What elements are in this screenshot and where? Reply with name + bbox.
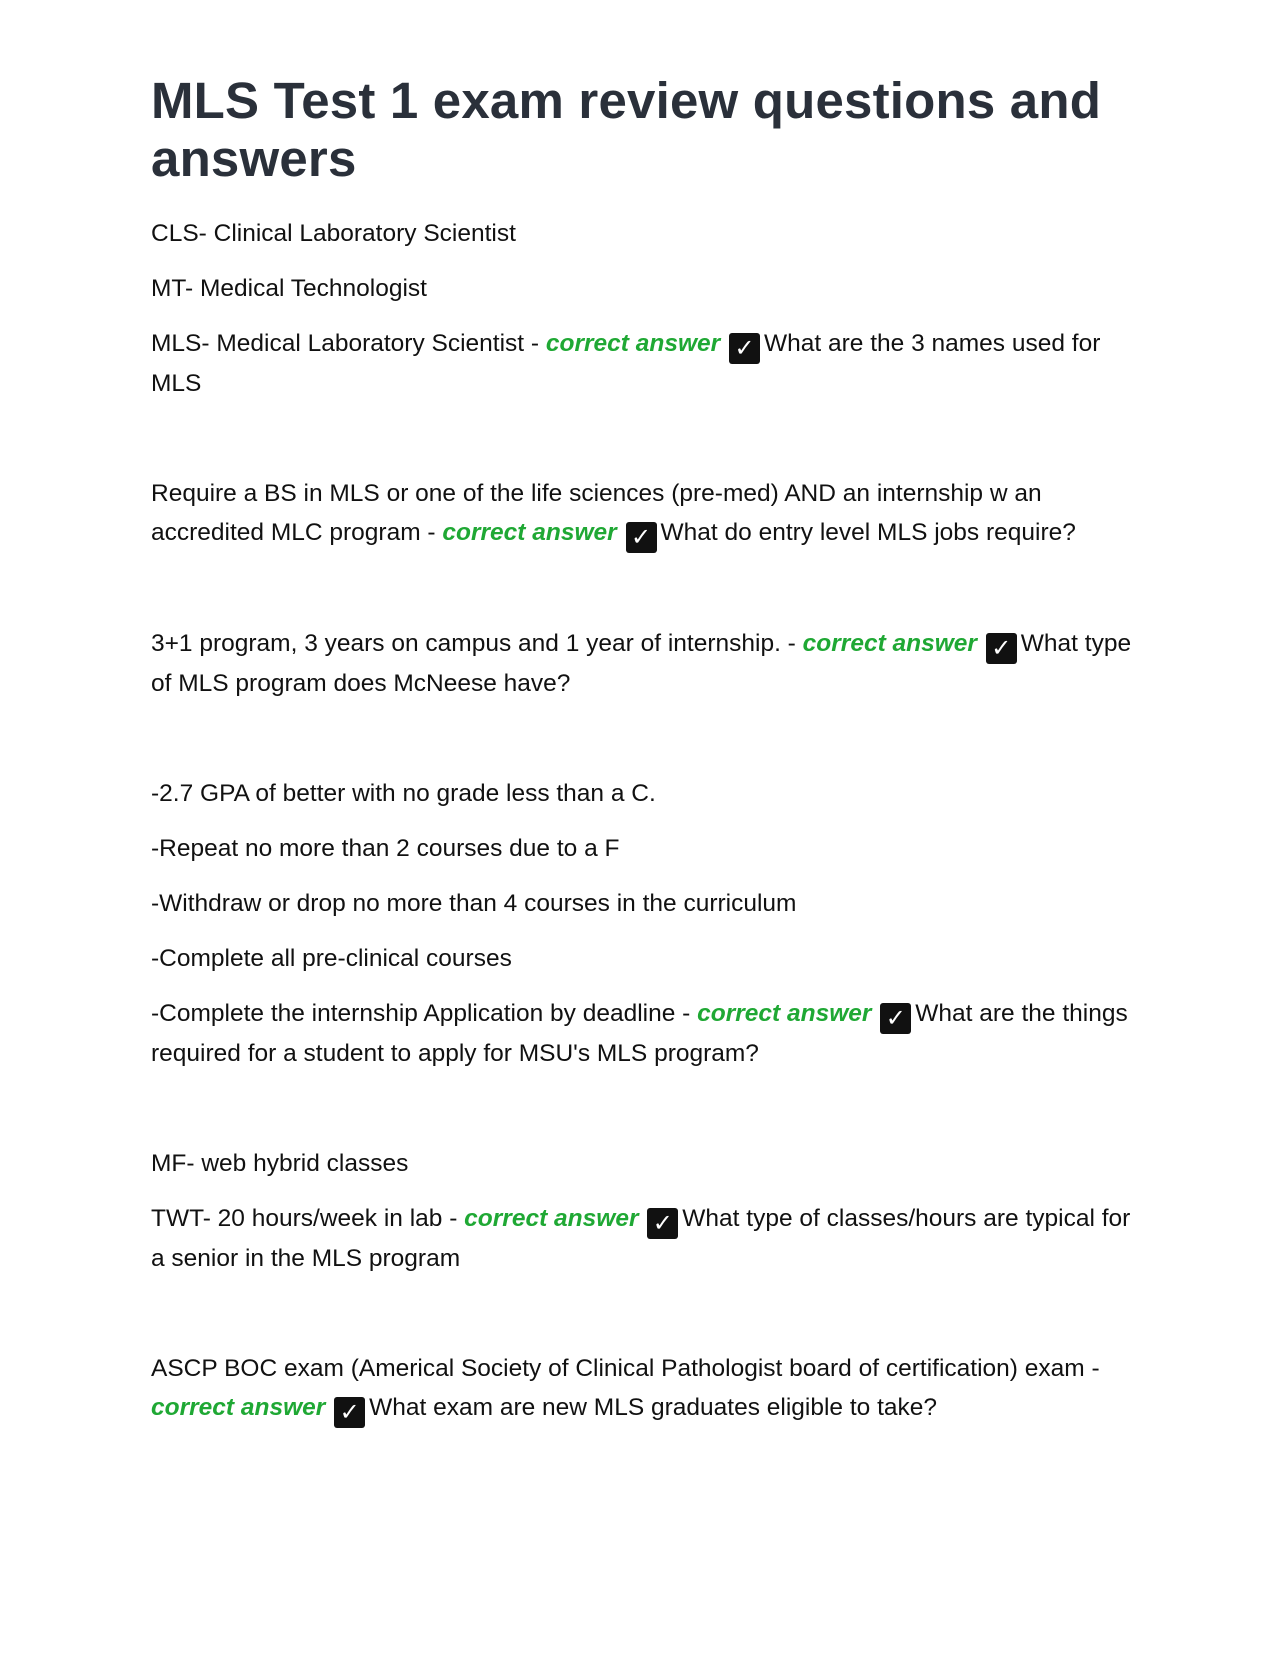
qa-item [151, 774, 1141, 1073]
answer-text: Require a BS in MLS or one of the life sciences (pre-med) AND an internship w an accredited MLC program - [151, 480, 1042, 546]
question-text: What exam are new MLS graduates eligible to take? [369, 1394, 938, 1421]
check-icon: ✓ [986, 633, 1017, 664]
question-text: What are the things required for a student to apply for MSU's MLS program? [151, 1000, 1128, 1067]
answer-line: MF- web hybrid classes [151, 1150, 409, 1177]
correct-answer-label: correct answer [151, 1394, 326, 1421]
answer-line: -Withdraw or drop no more than 4 courses in the curriculum [151, 890, 797, 917]
page-title: MLS Test 1 exam review questions and answers [151, 72, 1102, 187]
question-text: What do entry level MLS jobs require? [660, 519, 1076, 546]
spacer [151, 419, 1141, 474]
answer-text: MLS- Medical Laboratory Scientist - [151, 330, 546, 357]
check-icon: ✓ [626, 522, 657, 553]
answer-line: MT- Medical Technologist [151, 275, 427, 302]
spacer [151, 1089, 1141, 1144]
answer-line: -Complete all pre-clinical courses [151, 945, 512, 972]
correct-answer-label: correct answer [442, 519, 617, 546]
spacer [151, 1294, 1141, 1349]
spacer [151, 719, 1141, 774]
question-text: What are the 3 names used for MLS [151, 330, 1101, 397]
qa-item [151, 214, 1141, 403]
qa-line [151, 1349, 1141, 1428]
check-icon: ✓ [880, 1003, 911, 1034]
check-icon: ✓ [647, 1208, 678, 1239]
document-page [151, 72, 1141, 1444]
answer-text: -Complete the internship Application by deadline - [151, 1000, 698, 1027]
check-icon: ✓ [334, 1397, 365, 1428]
qa-line [151, 474, 1141, 553]
question-text: What type of classes/hours are typical for a senior in the MLS program [151, 1205, 1131, 1272]
spacer [151, 569, 1141, 624]
answer-text: ASCP BOC exam (Americal Society of Clinical Pathologist board of certification) exam - [151, 1355, 1100, 1382]
qa-line [151, 994, 1141, 1073]
correct-answer-label: correct answer [697, 1000, 872, 1027]
qa-line [151, 1199, 1141, 1278]
qa-item [151, 1144, 1141, 1278]
correct-answer-label: correct answer [802, 630, 977, 657]
correct-answer-label: correct answer [545, 330, 721, 357]
qa-item [151, 474, 1141, 553]
qa-line [151, 324, 1141, 403]
answer-text: 3+1 program, 3 years on campus and 1 year of internship. - [151, 630, 803, 657]
document-body [151, 214, 1141, 1428]
qa-item [151, 1349, 1141, 1428]
answer-line: CLS- Clinical Laboratory Scientist [151, 220, 516, 247]
qa-line [151, 624, 1141, 703]
correct-answer-label: correct answer [464, 1205, 639, 1232]
answer-line: -2.7 GPA of better with no grade less than a C. [151, 780, 656, 807]
answer-text: TWT- 20 hours/week in lab - [151, 1205, 465, 1232]
answer-line: -Repeat no more than 2 courses due to a F [151, 835, 620, 862]
qa-item [151, 624, 1141, 703]
check-icon: ✓ [729, 333, 760, 364]
question-text: What type of MLS program does McNeese have? [151, 630, 1132, 697]
